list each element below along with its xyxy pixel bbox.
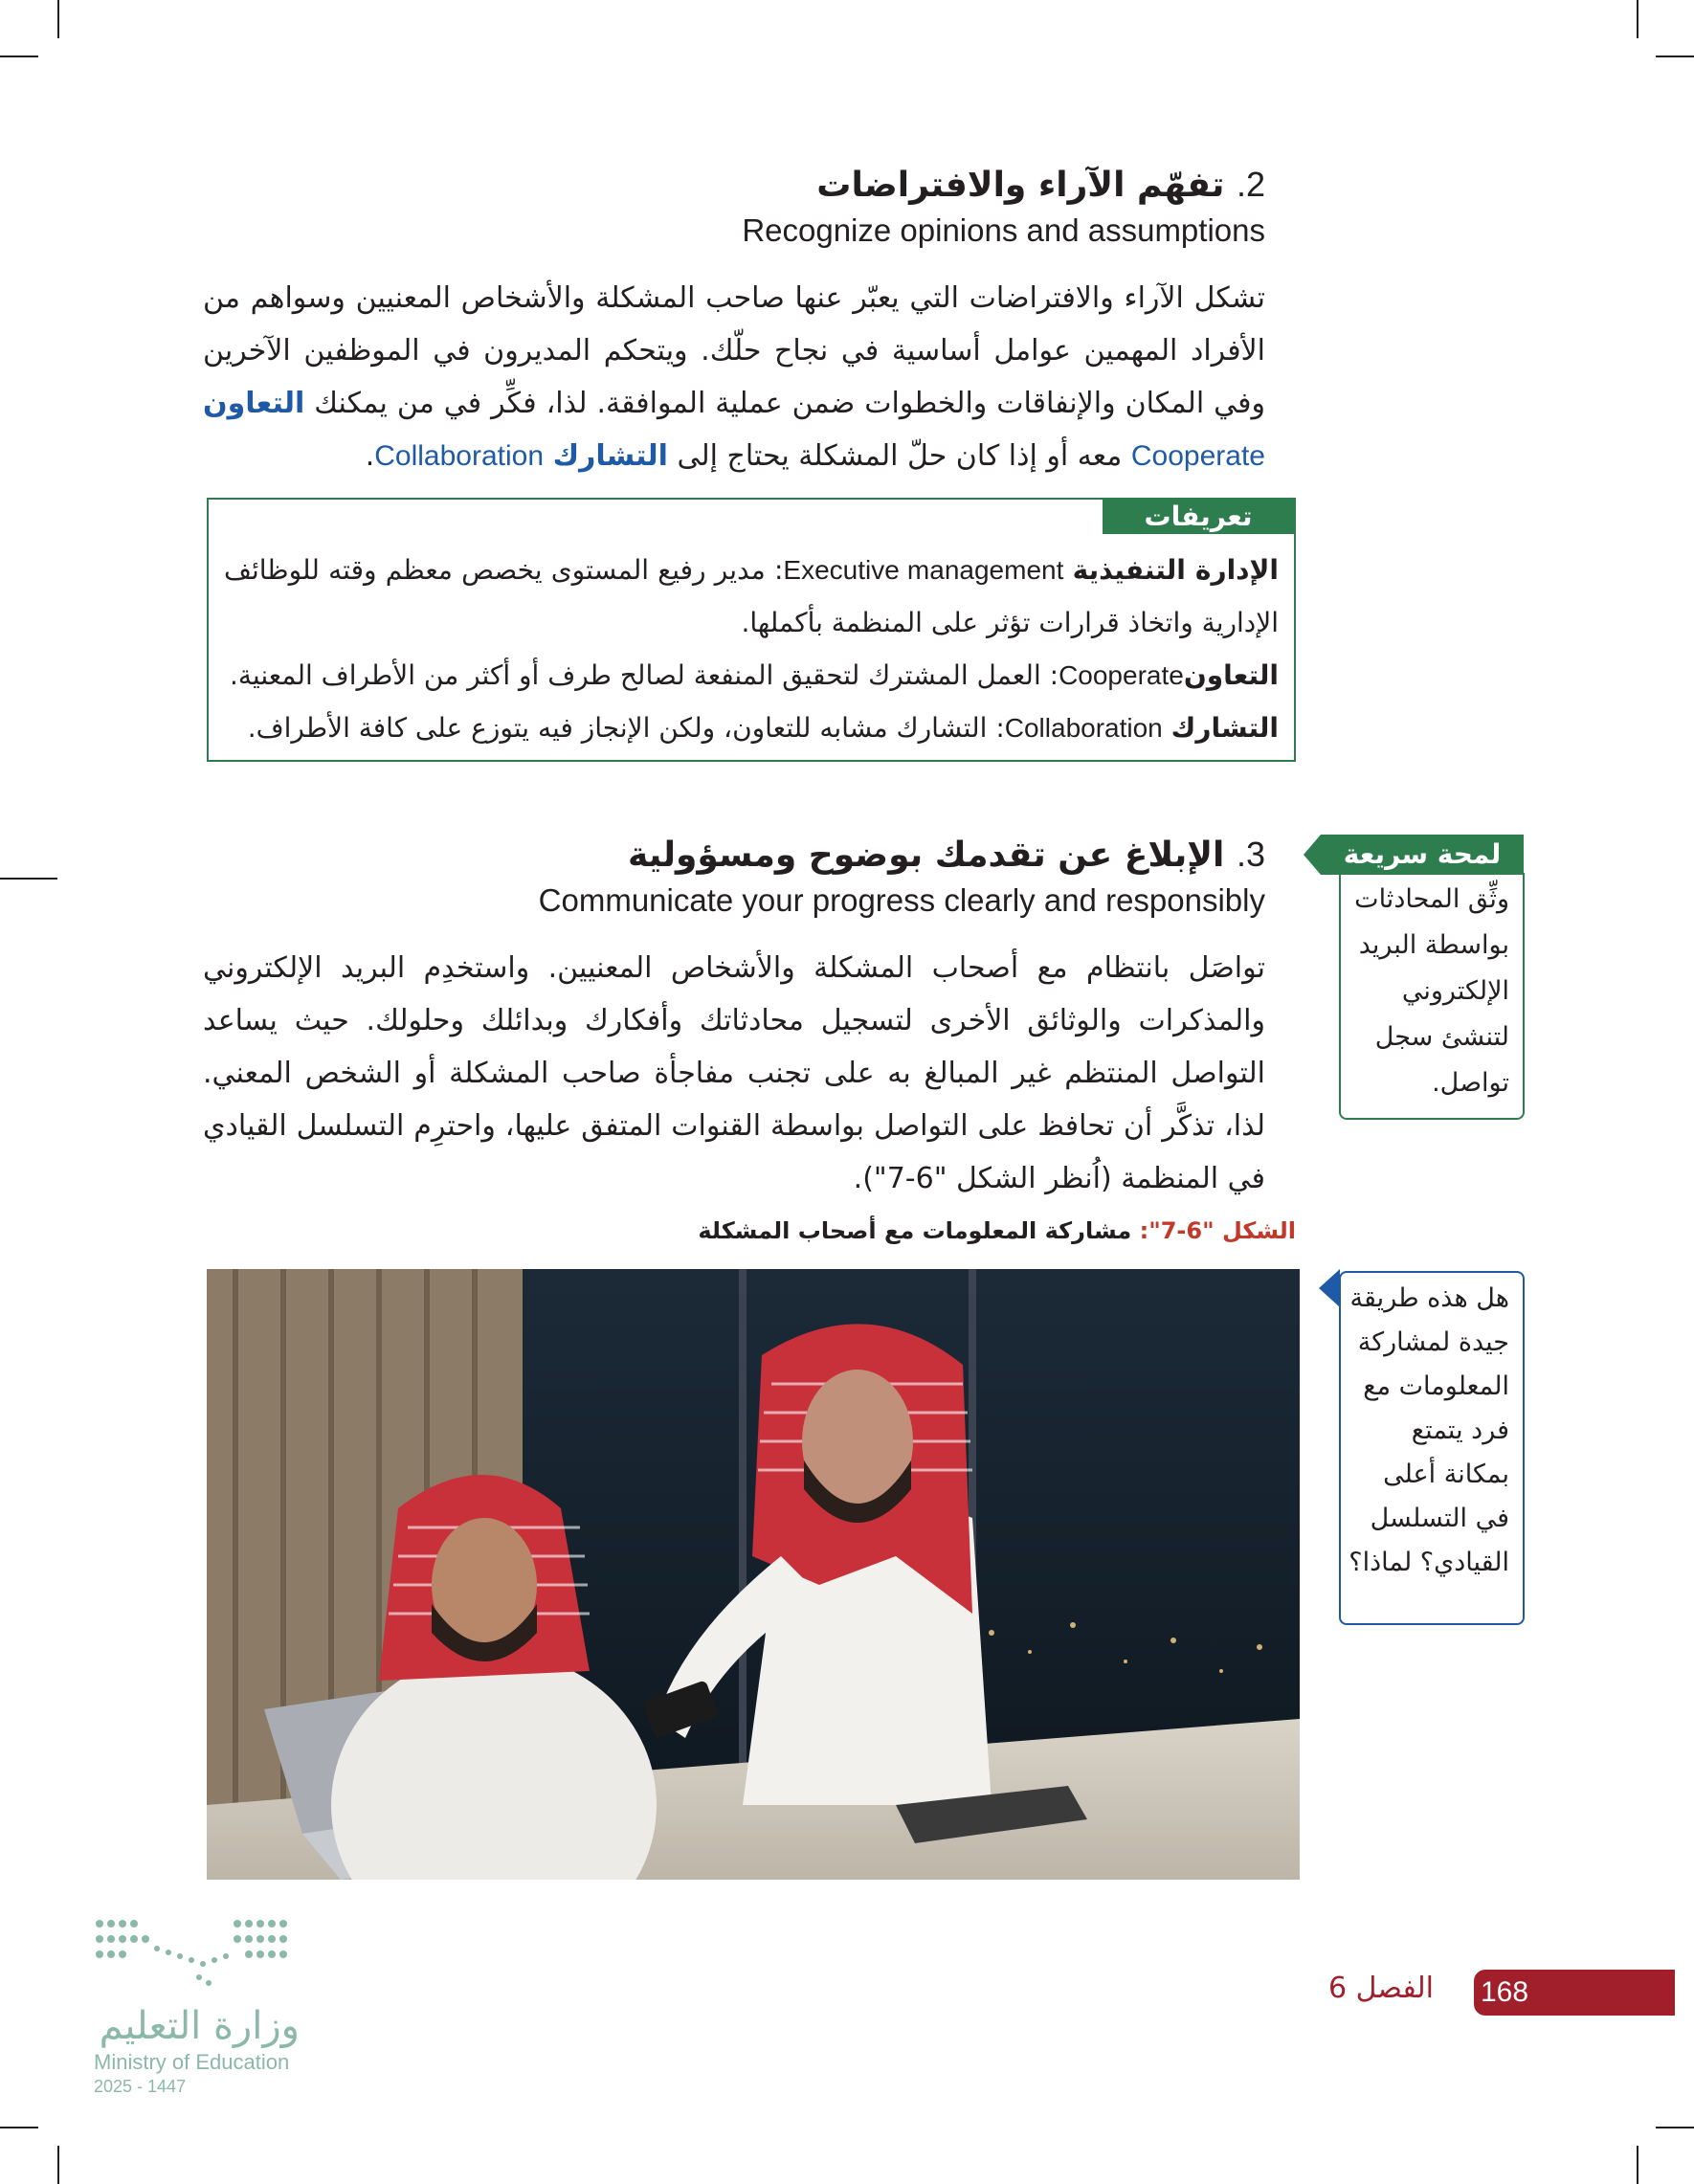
crop-mark [57, 0, 59, 38]
crop-mark [0, 56, 38, 57]
crop-mark [57, 2146, 59, 2184]
section-3-number: 3. [1236, 835, 1265, 874]
office-meeting-illustration [207, 1269, 1300, 1880]
ministry-logo [94, 1914, 304, 2106]
ministry-name-en: Ministry of Education [94, 2050, 290, 2074]
crop-mark [1637, 0, 1638, 38]
crop-mark [0, 2127, 38, 2128]
section-2-paragraph: تشكل الآراء والافتراضات التي يعبّر عنها صاحب المشكلة والأشخاص المعنيين وسواهم من الأفراد المهمين عوامل أساسية في نجاح حلّك. ويتحكم المديرون في الموظفين الآخرين وفي المكان والإنفاقات والخطوات ضمن عملية الموافقة. لذا، فكِّر في من يمكنك التعاون Cooperate معه أو إذا كان حلّ المشكلة يحتاج إلى التشارك Collaboration. [203, 281, 1265, 473]
figure-label: الشكل "6-7": [1139, 1217, 1296, 1244]
crop-mark [0, 878, 57, 880]
crop-mark [1637, 2146, 1638, 2184]
section-3-paragraph: تواصَل بانتظام مع أصحاب المشكلة والأشخاص المعنيين. واستخدِم البريد الإلكتروني والمذكرات والوثائق الأخرى لتسجيل محادثاتك وأفكارك وبدائلك وحلولك. حيث يساعد التواصل المنتظم غير المبالغ به على تجنب مفاجأة صاحب المشكلة أو الشخص المعني. لذا، تذكَّر أن تحافظ على التواصل بواسطة القنوات المتفق عليها، واحترِم التسلسل القيادي في المنظمة (اُنظر الشكل "6-7"). [203, 951, 1265, 1195]
question-text: هل هذه طريقة جيدة لمشاركة المعلومات مع فرد يتمتع بمكانة أعلى في التسلسل القيادي؟ لماذا؟ [1349, 1283, 1509, 1577]
figure-caption-text: مشاركة المعلومات مع أصحاب المشكلة [698, 1217, 1132, 1244]
section-2-title-ar: تفهّم الآراء والافتراضات [816, 166, 1225, 205]
definition-cooperate: التعاونCooperate: العمل المشترك لتحقيق المنفعة لصالح طرف أو أكثر من الأطراف المعنية. [229, 659, 1279, 691]
definitions-box [207, 498, 1296, 762]
section-3-title [628, 835, 1265, 875]
page-number: 168 [1480, 1976, 1529, 2008]
keyword-collab-ar: التشارك [552, 439, 668, 473]
keyword-collab-en: Collaboration [374, 440, 545, 472]
section-2-subtitle: Recognize opinions and assumptions [742, 212, 1265, 248]
quick-tip-box [1339, 873, 1525, 1120]
crop-mark [1656, 2127, 1694, 2128]
ministry-dots-logo-icon [94, 1914, 304, 2000]
crop-mark [1656, 56, 1694, 57]
question-pointer-icon [1319, 1269, 1340, 1307]
definitions-body [224, 544, 1279, 754]
section-3-title-ar: الإبلاغ عن تقدمك بوضوح ومسؤولية [627, 836, 1225, 875]
chapter-label: الفصل 6 [1327, 1972, 1434, 2005]
section-2-number: 2. [1236, 165, 1265, 204]
definition-collaboration: التشارك Collaboration: التشارك مشابه للتعاون، ولكن الإنجاز فيه يتوزع على كافة الأطراف. [247, 712, 1279, 744]
definition-executive: الإدارة التنفيذية Executive management: مدير رفيع المستوى يخصص معظم وقته للوظائف الإدارية واتخاذ قرارات تؤثر على المنظمة بأكملها. [224, 554, 1279, 638]
quick-tip-text: وثِّق المحادثات بواسطة البريد الإلكتروني لتنشئ سجل تواصل. [1354, 884, 1509, 1098]
keyword-cooperate-en: Cooperate [1130, 440, 1265, 472]
question-box [1339, 1271, 1525, 1625]
figure-photo [207, 1269, 1300, 1880]
keyword-cooperate-ar: التعاون [203, 387, 305, 420]
figure-caption [698, 1217, 1296, 1244]
ministry-year: 2025 - 1447 [94, 2077, 187, 2096]
ministry-name-ar: وزارة التعليم [99, 2004, 300, 2048]
section-2-title [816, 165, 1265, 205]
section-3-subtitle: Communicate your progress clearly and responsibly [538, 882, 1265, 918]
definitions-tab: تعريفات [1103, 500, 1294, 534]
quick-tip-tag: لمحة سريعة [1321, 835, 1524, 875]
